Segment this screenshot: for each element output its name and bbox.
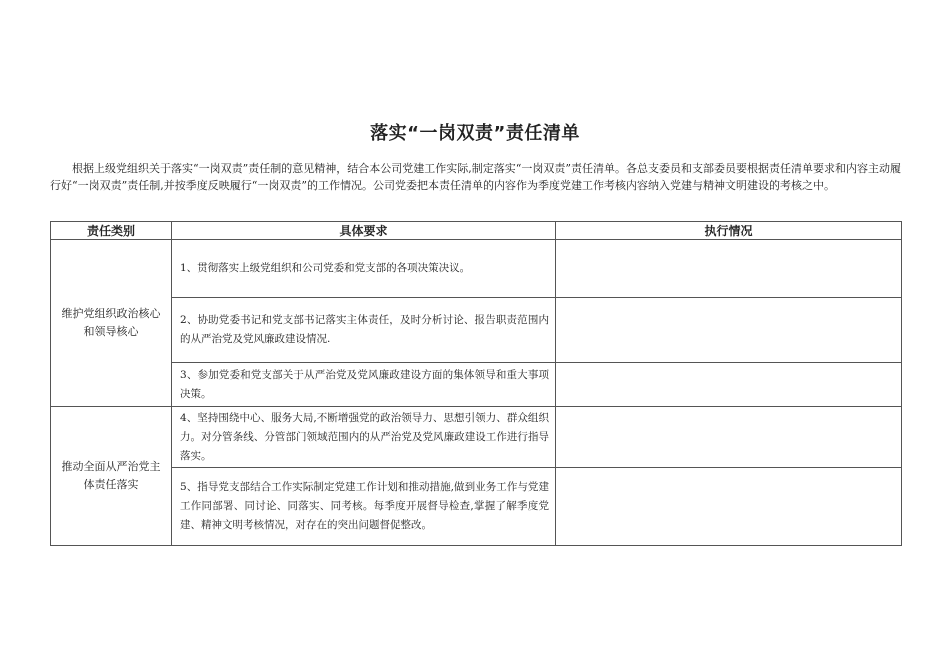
responsibility-table <box>50 221 902 546</box>
execution-cell[interactable] <box>556 240 902 298</box>
intro-paragraph: 根据上级党组织关于落实“一岗双责”责任制的意见精神，结合本公司党建工作实际,制定落实“一岗双责”责任清单。各总支委员和支部委员要根据责任清单要求和内容主动履行好“一岗双责”责任制,并按季度反映履行“一岗双责”的工作情况。公司党委把本责任清单的内容作为季度党建工作考核内容纳入党建与精神文明建设的考核之中。 <box>50 162 901 192</box>
header-category: 责任类别 <box>51 222 172 240</box>
header-requirement: 具体要求 <box>172 222 556 240</box>
execution-cell[interactable] <box>556 363 902 407</box>
category-cell: 推动全面从严治党主体责任落实 <box>51 407 172 546</box>
table-row <box>51 363 902 407</box>
table-row <box>51 240 902 298</box>
table-row <box>51 298 902 363</box>
requirement-cell: 5、指导党支部结合工作实际制定党建工作计划和推动措施,做到业务工作与党建工作同部署、同讨论、同落实、同考核。每季度开展督导检查,掌握了解季度党建、精神文明考核情况，对存在的突出问题督促整改。 <box>172 468 556 546</box>
category-cell: 维护党组织政治核心和领导核心 <box>51 240 172 407</box>
requirement-cell: 2、协助党委书记和党支部书记落实主体责任，及时分析讨论、报告职责范围内的从严治党及党风廉政建设情况. <box>172 298 556 363</box>
execution-cell[interactable] <box>556 298 902 363</box>
requirement-cell: 3、参加党委和党支部关于从严治党及党风廉政建设方面的集体领导和重大事项决策。 <box>172 363 556 407</box>
table-row <box>51 468 902 546</box>
execution-cell[interactable] <box>556 468 902 546</box>
execution-cell[interactable] <box>556 407 902 468</box>
document-title: 落实“一岗双责”责任清单 <box>370 123 580 144</box>
table-row <box>51 407 902 468</box>
requirement-cell: 1、贯彻落实上级党组织和公司党委和党支部的各项决策决议。 <box>172 240 556 298</box>
header-execution: 执行情况 <box>556 222 902 240</box>
requirement-cell: 4、坚持围绕中心、服务大局,不断增强党的政治领导力、思想引领力、群众组织力。对分管条线、分管部门领域范围内的从严治党及党风廉政建设工作进行指导落实。 <box>172 407 556 468</box>
table-header-row <box>51 222 902 240</box>
